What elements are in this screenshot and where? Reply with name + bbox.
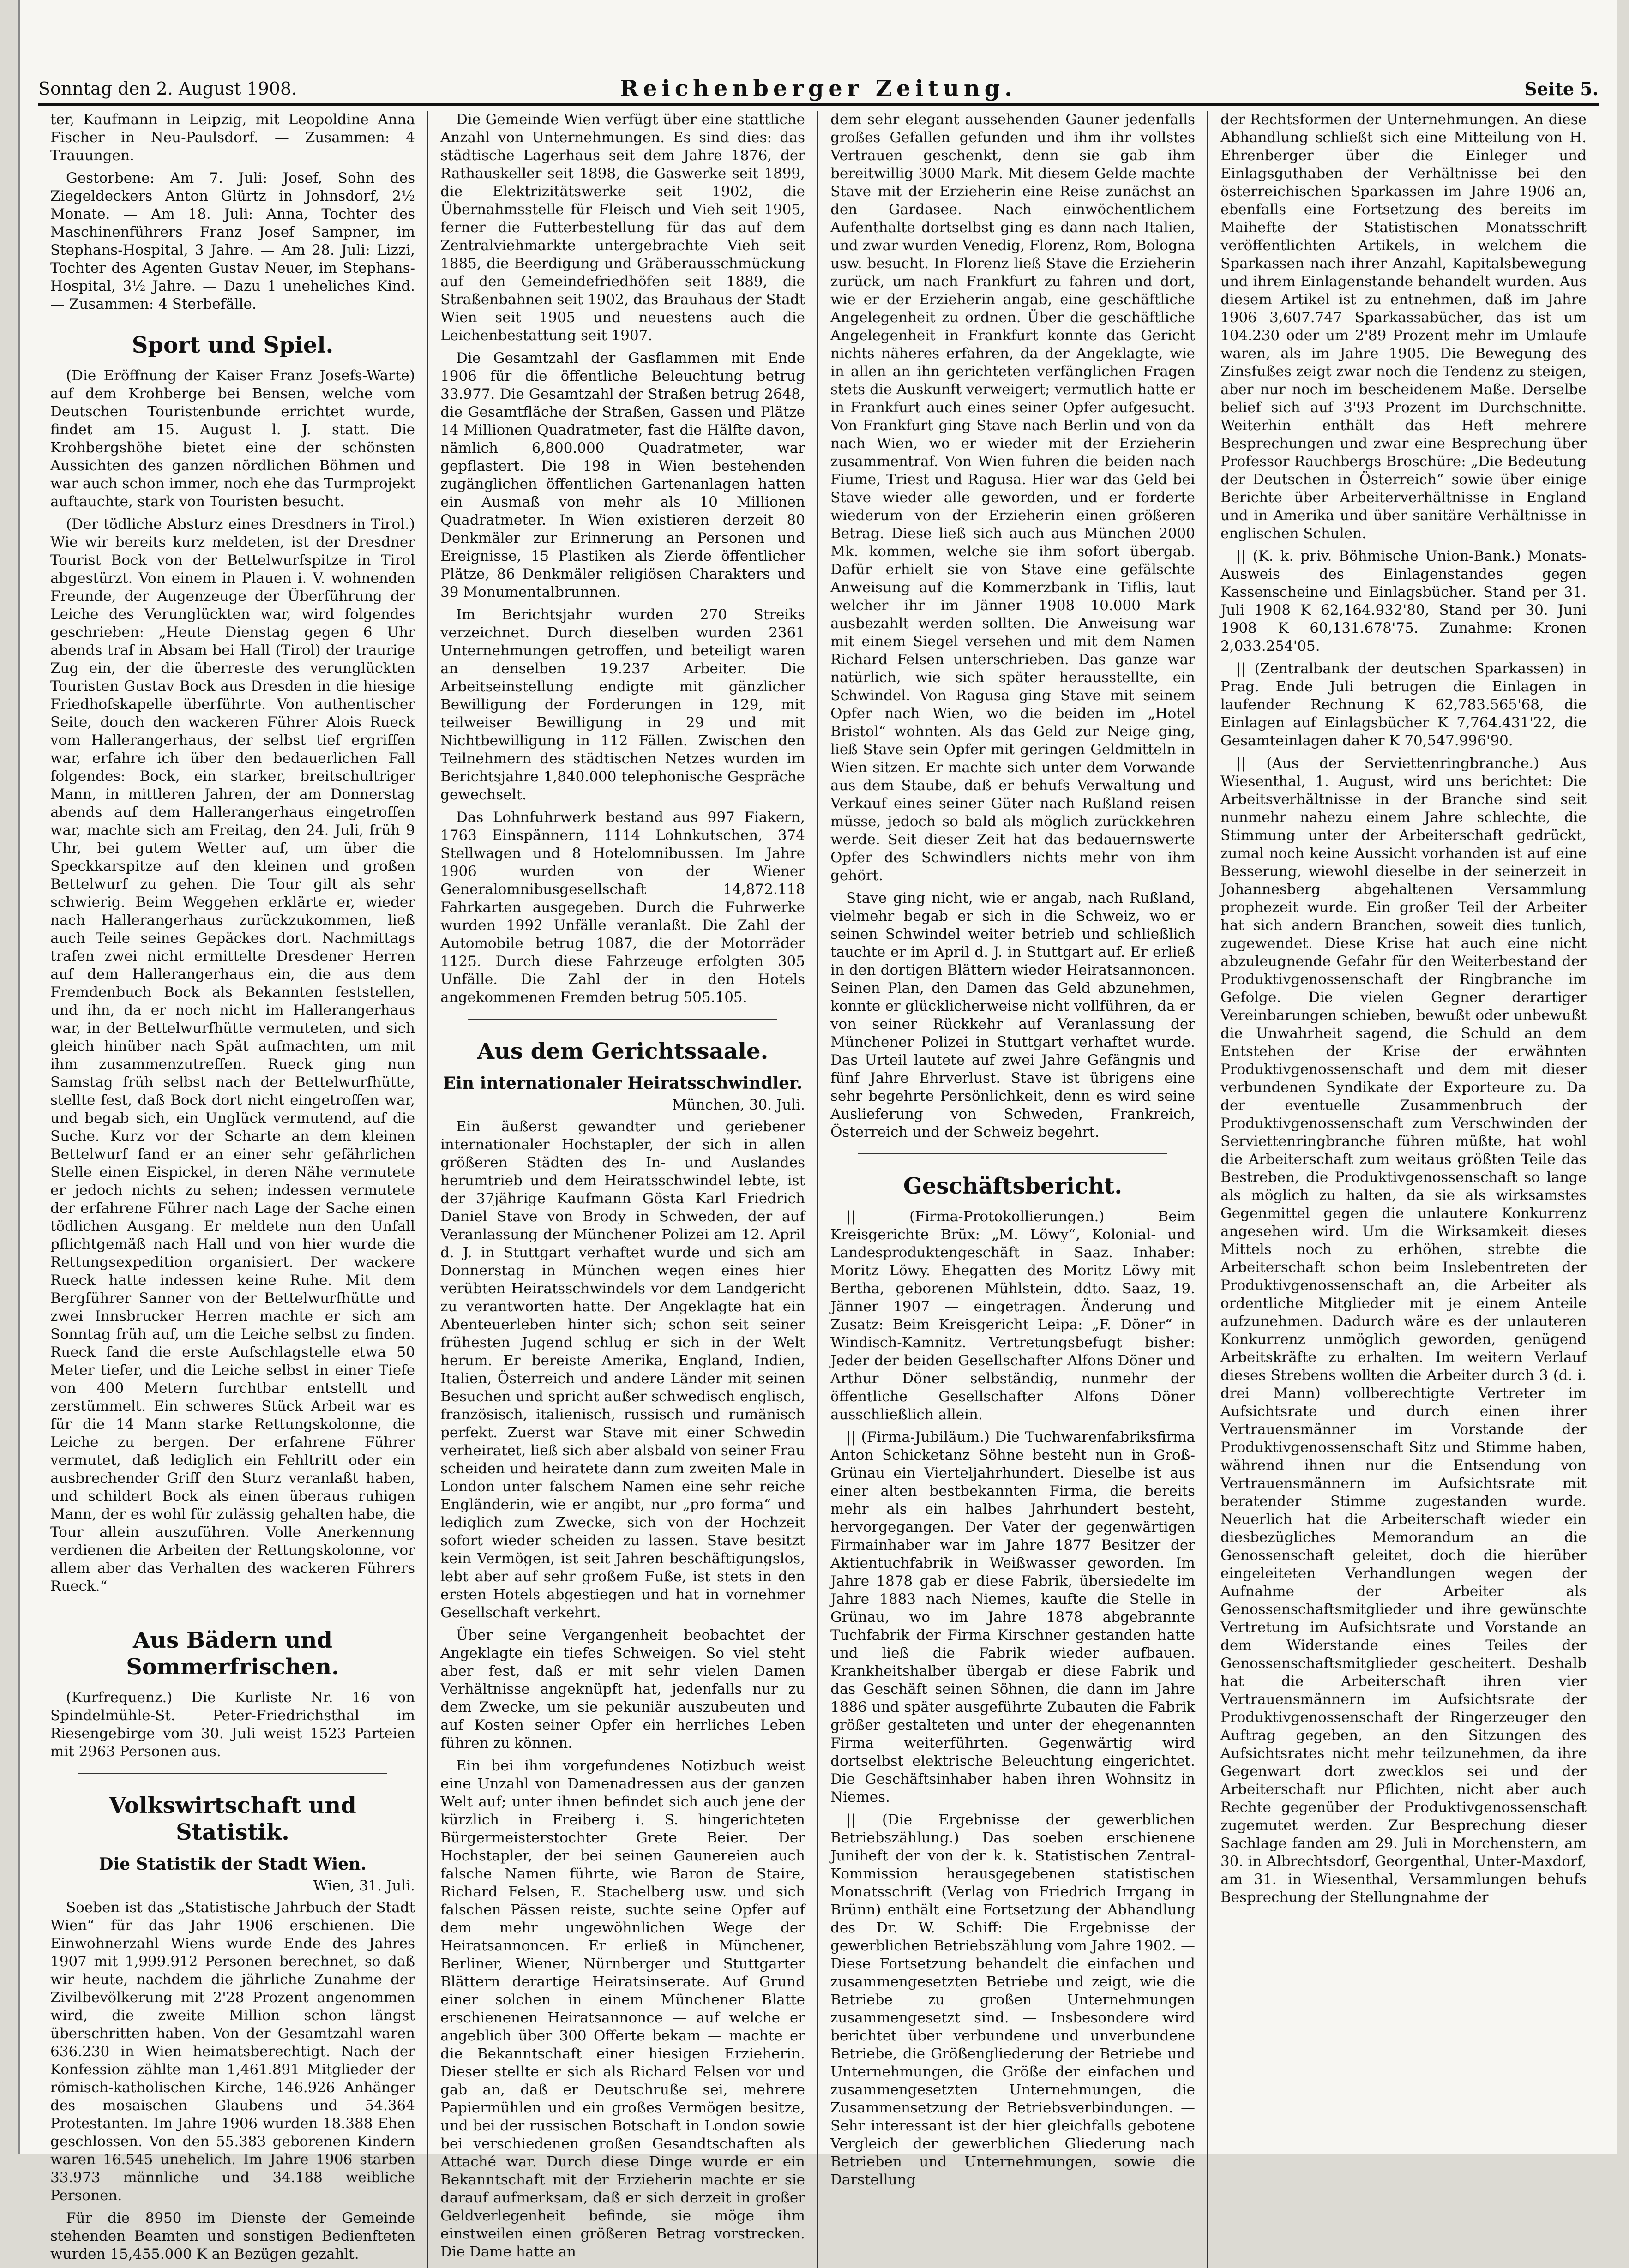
article-columns [38,111,1599,2262]
masthead: Reichenberger Zeitung. [620,76,1017,102]
article-firma-jubilaeum: || (Firma-Jubiläum.) Die Tuchwarenfabriksfirma Anton Schicketanz Söhne besteht nun in Groß-Grünau ein Vierteljahrhundert. Dieselbe ist aus einer alten bestbekannten Firma, die bereits mehr als ein halbes Jahrhundert besteht, hervorgegangen. Der Vater der gegenwärtigen Firmainhaber war im Jahre 1877 Besitzer der Aktientuchfabrik in Weißwasser geworden. Im Jahre 1878 gab er diese Fabrik, übersiedelte im Jahre 1883 nach Niemes, kaufte die Stelle in Grünau, wo im Jahre 1878 abgebrannte Tuchfabrik der Firma Kirschner gestanden hatte und ließ die Fabrik wieder aufbauen. Krankheitshalber übergab er diese Fabrik und das Geschäft seinen Söhnen, die dann im Jahre 1886 und später ausgeführte Zubauten die Fabrik größer gestalteten und unter der ehegenannten Firma weiterführten. Gegenwärtig wird dortselbst elektrische Beleuchtung eingerichtet. Die Geschäftsinhaber haben ihren Wohnsitz in Niemes. [830,1429,1195,1806]
article-heirat-5: Stave ging nicht, wie er angab, nach Rußland, vielmehr begab er sich in die Schweiz, wo er seinen Schwindel weiter betrieb und schließlich tauchte er im April d. J. in Stuttgart auf. Er erließ in den dortigen Blättern wieder Heiratsannoncen. Seinen Plan, den Damen das Geld abzunehmen, konnte er glücklicherweise nicht vollführen, da er von seiner Rückkehr auf Veranlassung der Münchener Polizei in Stuttgart verhaftet wurde. Das Urteil lautete auf zwei Jahre Gefängnis und fünf Jahre Ehrverlust. Stave ist übrigens eine sehr begehrte Persönlichkeit, denn es wird seine Auslieferung von Schweden, Frankreich, Österreich und der Schweiz begehrt. [830,890,1195,1140]
article-firma-protokoll: || (Firma-Protokollierungen.) Beim Kreisgerichte Brüx: „M. Löwy“, Kolonial- und Landesproduktengeschäft in Saaz. Inhaber: Moritz Löwy. Ehegatten des Moritz Löwy mit Bertha, geborenen Mühlstein, ddto. Saaz, 19. Jänner 1907 — eingetragen. Änderung und Zusatz: Beim Kreisgericht Leipa: „F. Döner“ in Windisch-Kamnitz. Vertretungsbefugt bisher: Jeder der beiden Gesellschafter Alfons Döner und Arthur Döner selbständig, nunmehr der öffentliche Gesellschafter Alfons Döner ausschließlich allein. [830,1208,1195,1423]
section-heading-gerichtssaal: Aus dem Gerichtssaale. [477,1038,769,1064]
page-number: Seite 5. [1524,78,1599,99]
column-4 [1208,111,1599,2268]
section-heading-sport: Sport und Spiel. [132,332,334,358]
death-list: Gestorbene: Am 7. Juli: Josef, Sohn des Ziegeldeckers Anton Glürtz in Johnsdorf, 2½ Monate. — Am 18. Juli: Anna, Tochter des Maschinenführers Franz Josef Sampner, im Stephans-Hospital, 3 Jahre. — Am 28. Juli: Lizzi, Tochter des Agenten Gustav Neuer, im Stephans-Hospital, 3½ Jahre. — Dazu 1 uneheliches Kind. — Zusammen: 4 Sterbefälle. [50,170,415,312]
divider [468,1019,777,1020]
article-heirat-1: Ein äußerst gewandter und geriebener internationaler Hochstapler, der sich in allen größeren Städten des In- und Auslandes herumtrieb und dem Heiratsschwindel lebte, ist der 37jährige Kaufmann Gösta Karl Friedrich Daniel Stave von Brody in Schweden, der auf Veranlassung der Münchener Polizei am 12. April d. J. in Stuttgart verhaftet wurde und sich am Donnerstag in München wegen eines hier verübten Heiratsschwindels vor dem Landgericht zu verantworten hatte. Der Angeklagte hat ein Abenteuerleben hinter sich; schon seit seiner frühesten Jugend schlug er sich in der Welt herum. Er bereiste Amerika, England, Indien, Italien, Österreich und andere Länder mit seinen Besuchen und spricht außer schwedisch englisch, französisch, italienisch, russisch und rumänisch perfekt. Zuerst war Stave mit einer Schwedin verheiratet, ließ sich aber alsbald von seiner Frau scheiden und heiratete dann zum zweiten Male in London unter falschem Namen eine sehr reiche Engländerin, wie er angibt, nur „pro forma“ und lediglich zum Zwecke, sich von der Hochzeit sofort wieder scheiden zu lassen. Stave besitzt kein Vermögen, ist seit Jahren beschäftigungslos, lebt aber auf sehr großem Fuße, ist stets in den ersten Hotels abgestiegen und hat in vornehmer Gesellschaft verkehrt. [440,1118,805,1621]
article-betriebszaehlung: || (Die Ergebnisse der gewerblichen Betriebszählung.) Das soeben erschienene Juniheft der von der k. k. Statistischen Zentral-Kommission herausgegebenen statistischen Monatsschrift (Verlag von Friedrich Irrgang in Brünn) enthält eine Fortsetzung der Abhandlung des Dr. W. Schiff: Die Ergebnisse der gewerblichen Betriebszählung vom Jahre 1902. — Diese Fortsetzung behandelt die einfachen und zusammengesetzten Betriebe und zeigt, wie die Betriebe zu großen Unternehmungen zusammengesetzt sind. — Insbesondere wird berichtet über verbundene und unverbundene Betriebe, die Größengliederung der Betriebe und Unternehmungen, die Größe der einfachen und zusammengesetzten Unternehmungen, die Zusammensetzung der Betriebsverbindungen. — Sehr interessant ist der hier gleichfalls gebotene Vergleich der gewerblichen Gliederung nach Betrieben und Unternehmungen, sowie die Darstellung [830,1812,1195,2188]
column-2 [428,111,818,2268]
column-3 [818,111,1208,2268]
dateline-wien: Wien, 31. Juli. [313,1878,415,1894]
article-title-statistik: Die Statistik der Stadt Wien. [99,1854,367,1874]
page-header [38,74,1599,106]
article-serviettenring: || (Aus der Serviettenringbranche.) Aus Wiesenthal, 1. August, wird uns berichtet: Die Arbeitsverhältnisse in der Branche sind seit nunmehr nahezu einem Jahre schlechte, die Stimmung unter der Arbeiterschaft gedrückt, zumal noch keine Aussicht vorhanden ist auf eine Besserung, wiewohl dieselbe in der seinerzeit in Johannesberg abgehaltenen Versammlung prophezeit wurde. Ein großer Teil der Arbeiter hat sich andern Branchen, soweit dies tunlich, zugewendet. Diese Krise hat auch eine nicht abzuleugnende Gefahr für den Weiterbestand der Produktivgenossenschaft der Ringbranche im Gefolge. Die vielen Gegner derartiger Vereinbarungen schieben, bewußt oder unbewußt die Unwahrheit sagend, die Schuld an dem Entstehen der Krise der erwähnten Produktivgenossenschaft und dem mit dieser verbundenen Syndikate der Exporteure zu. Da der eventuelle Zusammenbruch der Produktivgenossenschaft zum Verschwinden der Serviettenringbranche führen müßte, hat wohl die Arbeiterschaft zum weitaus größten Teile das Bestreben, die Produktivgenossenschaft so lange als möglich zu halten, da sie als wirksamstes Gegenmittel gegen die unlautere Konkurrenz angesehen wird. Um die Wirksamkeit dieses Mittels noch zu erhöhen, strebte die Arbeiterschaft schon beim Inslebentreten der Produktivgenossenschaft an, die Arbeiter als ordentliche Mitglieder mit je einem Anteile aufzunehmen. Dadurch wäre es der unlauteren Konkurrenz unmöglich geworden, genügend Arbeitskräfte zu erhalten. Im weitern Verlauf dieses Strebens wollten die Arbeiter durch 3 (d. i. drei Mann) vollberechtigte Vertreter im Aufsichtsrate und durch einen ihrer Vertrauensmänner im Vorstande der Produktivgenossenschaft Sitz und Stimme haben, während ihnen nur die Entsendung von Vertrauensmännern im Aufsichtsrate mit beratender Stimme zugestanden wurde. Neuerlich hat die Arbeiterschaft wieder ein diesbezügliches Memorandum an die Genossenschaft geleitet, doch die hierüber eingeleiteten Verhandlungen wegen der Aufnahme der Arbeiter als Genossenschaftsmitglieder und ihre gewünschte Vertretung im Aufsichtsrate und Vorstande an dem Widerstande eines Teiles der Genossenschaftsmitglieder gescheitert. Deshalb hat die Arbeiterschaft ihren vier Vertrauensmännern im Aufsichtsrate der Produktivgenossenschaft der Ringerzeuger den Auftrag gegeben, an den Sitzungen des Aufsichtsrates nicht mehr teilzunehmen, da ihre Gegenwart dort zwecklos sei und der Arbeiterschaft nur Pflichten, nicht aber auch Rechte gegenüber der Produktivgenossenschaft zugemutet werden. Zur Besprechung dieser Sachlage fanden am 29. Juli in Morchenstern, am 30. in Albrechtsdorf, Georgenthal, Unter-Maxdorf, am 31. in Wiesenthal, Versammlungen behufs Besprechung der Stellungnahme der [1220,755,1587,1906]
article-tirol-accident: (Der tödliche Absturz eines Dresdners in Tirol.) Wie wir bereits kurz meldeten, ist der Dresdner Tourist Bock von der Bettelwurfspitze in Tirol abgestürzt. Von einem in Plauen i. V. wohnenden Freunde, der Augenzeuge der Überführung der Leiche des Verunglückten war, wird folgendes geschrieben: „Heute Dienstag gegen 6 Uhr abends traf in Absam bei Hall (Tirol) der traurige Zug ein, der die überreste des verunglückten Touristen Gustav Bock aus Dresden in die hiesige Friedhofskapelle überführte. Von authentischer Seite, douch den wackeren Führer Alois Rueck vom Hallerangerhaus, der selbst tief ergriffen war, erfahre ich über den bedauerlichen Fall folgendes: Bock, ein starker, breitschultriger Mann, in mittleren Jahren, der am Donnerstag abends auf dem Hallerangerhaus eingetroffen war, machte sich am Freitag, den 24. Juli, früh 9 Uhr, bei gutem Wetter auf, um über die Speckkarspitze auf den kleinen und großen Bettelwurf zu gehen. Die Tour gilt als sehr schwierig. Beim Weggehen erklärte er, wieder nach Hallerangerhaus zurückzukommen, ließ auch Teile seines Gepäckes dort. Nachmittags trafen zwei nicht ermittelte Dresdener Herren auf dem Hallerangerhaus ein, die aus dem Fremdenbuch Bock als Bekannten feststellen, und ihn, da er noch nicht im Hallerangerhaus war, in der Bettelwurfhütte vermuteten, und sich gleich hinüber nach Spät aufmachten, um mit ihm zusammenzutreffen. Rueck ging nun Samstag früh selbst nach der Bettelwurfhütte, stellte fest, daß Bock dort nicht eingetroffen war, und begab sich, ein Unglück vermutend, auf die Suche. Kurz vor der Scharte an dem kleinen Bettelwurf fand er an einer sehr gefährlichen Stelle einen Eispickel, in deren Nähe vermutete er jedoch nichts zu sehen; indessen vermutete der erfahrene Führer nach Lage der Sache einen tödlichen Ausgang. Er meldete nun den Unfall pflichtgemäß nach Hall und von hier wurde die Rettungsexpedition organisiert. Der wackere Rueck hatte indessen keine Ruhe. Mit dem Bergführer Sanner von der Bettelwurfhütte und zwei Innsbrucker Herren machte er sich am Sonntag früh auf, um die Leiche selbst zu finden. Rueck fand die erste Aufschlagstelle etwa 50 Meter tiefer, und die Leiche selbst in einer Tiefe von 400 Metern furchtbar entstellt und zerstümmelt. Ein schweres Stück Arbeit war es für die 14 Mann starke Rettungskolonne, die Leiche zu bergen. Der erfahrene Führer vermutet, daß lediglich ein Fehltritt oder ein ausbrechender Griff den Sturz veranlaßt haben, und schildert Bock als einen überaus ruhigen Mann, der es wohl für zulässig gehalten habe, die Tour allein auszuführen. Volle Anerkennung verdienen die Arbeiten der Rettungskolonne, vor allem aber das Verhalten des wackeren Führers Rueck.“ [50,516,415,1595]
divider [858,1153,1167,1154]
divider [78,1773,387,1774]
article-heirat-3: Ein bei ihm vorgefundenes Notizbuch weist eine Unzahl von Damenadressen aus der ganzen Welt auf; unter ihnen befindet sich auch jene der kürzlich in Freiberg i. S. hingerichteten Bürgermeisterstochter Grete Beier. Der Hochstapler, der bei seinen Gaunereien auch falsche Namen führte, wie Baron de Staire, Richard Felsen, E. Stachelberg usw. und sich falschen Pässen reiste, suchte seine Opfer auf dem mehr ungewöhnlichen Wege der Heiratsannoncen. Er erließ in Münchener, Berliner, Wiener, Nürnberger und Stuttgarter Blättern derartige Heiratsinserate. Auf Grund einer solchen in einem Münchener Blatte erschienenen Heiratsannonce — auf welche er angeblich über 300 Offerte bekam — machte er die Bekanntschaft einer hiesigen Erzieherin. Dieser stellte er sich als Richard Felsen vor und gab an, daß er Deutschruße sei, mehrere Papiermühlen und ein großes Vermögen besitze, und bei der russischen Botschaft in London sowie bei verschiedenen großen Gesandtschaften als Attaché war. Durch diese Dinge wurde er ein Bekanntschaft mit der Erzieherin machte er sie darauf aufmerksam, daß er sich derzeit in großer Geldverlegenheit befinde, sie möge ihm einstweilen einen größeren Betrag vorstrecken. Die Dame hatte an [440,1758,805,2260]
article-statistik-3: Die Gemeinde Wien verfügt über eine stattliche Anzahl von Unternehmungen. Es sind dies: das städtische Lagerhaus seit dem Jahre 1876, der Rathauskeller seit 1898, die Gaswerke seit 1899, die Elektrizitätswerke seit 1902, die Übernahmsstelle für Fleisch und Vieh seit 1905, ferner die Futterbestellung für das auf dem Zentralviehmarkte untergebrachte Vieh seit 1885, die Beerdigung und Gräberausschmückung auf den Gemeindefriedhöfen seit 1889, die Straßenbahnen seit 1902, das Brauhaus der Stadt Wien seit 1905 und neuestens auch die Leichenbestattung seit 1907. [440,111,805,344]
article-warte-opening: (Die Eröffnung der Kaiser Franz Josefs-Warte) auf dem Krohberge bei Bensen, welche vom Deutschen Touristenbunde errichtet wurde, findet am 15. August l. J. statt. Die Krohbergshöhe bietet eine der schönsten Aussichten des ganzen nördlichen Böhmen und war auch schon immer, noch ehe das Turmprojekt auftauchte, stark von Touristen besucht. [50,367,415,510]
article-statistik-5: Im Berichtsjahr wurden 270 Streiks verzeichnet. Durch dieselben wurden 2361 Unternehmungen getroffen, und beteiligt waren an denselben 19.237 Arbeiter. Die Arbeitseinstellung endigte mit gänzlicher Bewilligung der Forderungen in 129, mit teilweiser Bewilligung in 29 und mit Nichtbewilligung in 112 Fällen. Zwischen den Teilnehmern des städtischen Netzes wurden im Berichtsjahre 1,840.000 telephonische Gespräche gewechselt. [440,606,805,803]
article-heirat-4: dem sehr elegant aussehenden Gauner jedenfalls großes Gefallen gefunden und ihm ihr vollstes Vertrauen geschenkt, denn sie gab ihm bereitwillig 3000 Mark. Mit diesem Gelde machte Stave mit der Erzieherin eine Reise zunächst an den Gardasee. Nach einwöchentlichem Aufenthalte dortselbst ging es dann nach Italien, und zwar wurden Venedig, Florenz, Rom, Bologna usw. besucht. In Florenz ließ Stave die Erzieherin zurück, um nach Frankfurt zu fahren und dort, wie er der Erzieherin angab, eine geschäftliche Angelegenheit zu ordnen. Über die geschäftliche Angelegenheit in Frankfurt konnte das Gericht nichts näheres erfahren, da der Angeklagte, wie in allen an ihn gerichteten verfänglichen Fragen stets die Auskunft verweigert; vermutlich hatte er in Frankfurt auch eines seiner Opfer aufgesucht. Von Frankfurt ging Stave nach Berlin und von da nach Wien, wo er wieder mit der Erzieherin zusammentraf. Von Wien fuhren die beiden nach Fiume, Triest und Ragusa. Hier war das Geld bei Stave wieder alle geworden, und er forderte wiederum von der Erzieherin einen größeren Betrag. Diese ließ sich auch aus München 2000 Mk. kommen, welche sie ihm sofort übergab. Dafür erhielt sie von Stave eine gefälschte Anweisung auf die Kommerzbank in Tiflis, laut welcher ihr im Jänner 1908 10.000 Mark ausbezahlt werden sollten. Die Anweisung war mit einem Siegel versehen und mit dem Namen Richard Felsen unterschrieben. Das ganze war natürlich, wie sich später herausstellte, ein Schwindel. Von Ragusa ging Stave mit seinem Opfer nach Wien, wo die beiden im „Hotel Bristol“ wohnten. Als das Geld zur Neige ging, ließ Stave sein Opfer mit geringen Geldmitteln in Wien sitzen. Er machte sich unter dem Vorwande aus dem Staube, daß er behufs Verwaltung und Verkauf eines seiner Güter nach Rußland reisen müsse, jedoch so bald als möglich zurückkehren werde. Seit dieser Zeit hat das bedauernswerte Opfer des Schwindlers nichts mehr von ihm gehört. [830,111,1195,884]
newspaper-page [18,0,1617,2262]
section-heading-geschaeftsbericht: Geschäftsbericht. [903,1173,1123,1199]
article-betriebszaehlung-cont: der Rechtsformen der Unternehmungen. An diese Abhandlung schließt sich eine Mitteilung von H. Ehrenberger über die Einleger und Einlagsguthaben der Verhältnisse bei den österreichischen Sparkassen im Jahre 1906 an, ebenfalls eine Fortsetzung des bereits im Maihefte der Statistischen Monatsschrift veröffentlichten Artikels, in welchem die Sparkassen nach ihrer Anzahl, Kapitalsbewegung und ihrem Einlagenstande behandelt wurden. Aus diesem Artikel ist zu entnehmen, daß im Jahre 1906 3,607.747 Sparkassabücher, das ist um 104.230 oder um 2'89 Prozent mehr im Umlaufe waren, als im Jahre 1905. Die Bewegung des Zinsfußes zeigt zwar noch die Tendenz zu steigen, aber nur noch im bescheidenem Maße. Derselbe belief sich auf 3'93 Prozent im Durchschnitte. Weiterhin enthält das Heft mehrere Besprechungen und zwar eine Besprechung über Professor Rauchbergs Broschüre: „Die Bedeutung der Deutschen in Österreich“ sowie über einige Berichte über Arbeiterverhältnisse in England und in Amerika und über sanitäre Verhältnisse in englischen Schulen. [1220,111,1587,542]
article-kurfrequenz: (Kurfrequenz.) Die Kurliste Nr. 16 von Spindelmühle-St. Peter-Friedrichsthal im Riesengebirge vom 30. Juli weist 1523 Parteien mit 2963 Personen aus. [50,1689,415,1760]
article-statistik-4: Die Gesamtzahl der Gasflammen mit Ende 1906 für die öffentliche Beleuchtung betrug 33.977. Die Gesamtzahl der Straßen betrug 2648, die Gesamtfläche der Straßen, Gassen und Plätze 14 Millionen Quadratmeter, fast die Hälfte davon, nämlich 6,800.000 Quadratmeter, war gepflastert. Die 198 in Wien bestehenden zugänglichen öffentlichen Gartenanlagen hatten ein Ausmaß von mehr als 10 Millionen Quadratmeter. In Wien existieren derzeit 80 Denkmäler zur Erinnerung an Personen und Ereignisse, 15 Plastiken als Zierde öffentlicher Plätze, 86 Denkmäler religiösen Charakters und 39 Monumentalbrunnen. [440,350,805,600]
article-statistik-1: Soeben ist das „Statistische Jahrbuch der Stadt Wien“ für das Jahr 1906 erschienen. Die Einwohnerzahl Wiens wurde Ende des Jahres 1907 mit 1,999.912 Personen berechnet, so daß wir heute, nachdem die jährliche Zunahme der Zivilbevölkerung mit 2'28 Prozent angenommen wird, die zweite Million schon längst überschritten haben. Von der Gesamtzahl waren 636.230 in Wien heimatsberechtigt. Nach der Konfession zählte man 1,461.891 Mitglieder der römisch-katholischen Kirche, 146.926 Anhänger des mosaischen Glaubens und 54.364 Protestanten. Im Jahre 1906 wurden 18.388 Ehen geschlossen. Von den 55.383 geborenen Kindern waren 16.545 unehelich. Im Jahre 1906 starben 33.973 männliche und 34.188 weibliche Personen. [50,1899,415,2204]
article-zentralbank: || (Zentralbank der deutschen Sparkassen) in Prag. Ende Juli betrugen die Einlagen in laufender Rechnung K 62,783.565'68, die Einlagen auf Einlagsbücher K 7,764.431'22, die Gesamteinlagen daher K 70,547.996'90. [1220,660,1587,749]
section-heading-volkswirtschaft: Volkswirtschaft und Statistik. [109,1793,356,1845]
article-statistik-6: Das Lohnfuhrwerk bestand aus 997 Fiakern, 1763 Einspännern, 1114 Lohnkutschen, 374 Stellwagen und 8 Hotelomnibussen. Im Jahre 1906 wurden von der Wiener Generalomnibusgesellschaft 14,872.118 Fahrkarten ausgegeben. Durch die Fuhrwerke wurden 1992 Unfälle veranlaßt. Die Zahl der Automobile betrug 1087, die der Motorräder 1125. Durch diese Fahrzeuge erfolgten 305 Unfälle. Die Zahl der in den Hotels angekommenen Fremden betrug 505.105. [440,809,805,1006]
section-heading-baeder: Aus Bädern und Sommerfrischen. [126,1627,339,1680]
marriage-list: ter, Kaufmann in Leipzig, mit Leopoldine Anna Fischer in Neu-Paulsdorf. — Zusammen: 4 Trauungen. [50,111,415,164]
dateline-muenchen: München, 30. Juli. [672,1097,805,1113]
issue-date: Sonntag den 2. August 1908. [38,78,297,99]
column-1 [38,111,428,2268]
article-title-heiratsschwindler: Ein internationaler Heiratsschwindler. [443,1074,803,1093]
article-union-bank: || (K. k. priv. Böhmische Union-Bank.) Monats-Ausweis des Einlagenstandes gegen Kassenscheine und Einlagsbücher. Stand per 31. Juli 1908 K 62,164.932'80, Stand per 30. Juni 1908 K 60,131.678'75. Zunahme: Kronen 2,033.254'05. [1220,548,1587,654]
article-heirat-2: Über seine Vergangenheit beobachtet der Angeklagte ein tiefes Schweigen. So viel steht aber fest, daß er mit sehr vielen Damen Verhältnisse angeknüpft hat, jedenfalls nur zu dem Zwecke, um sie pekuniär auszubeuten und auf Kosten seiner Opfer ein herrliches Leben führen zu können. [440,1627,805,1752]
article-statistik-2: Für die 8950 im Dienste der Gemeinde stehenden Beamten und sonstigen Bedienfteten wurden 15,455.000 K an Bezügen gezahlt. [50,2210,415,2262]
